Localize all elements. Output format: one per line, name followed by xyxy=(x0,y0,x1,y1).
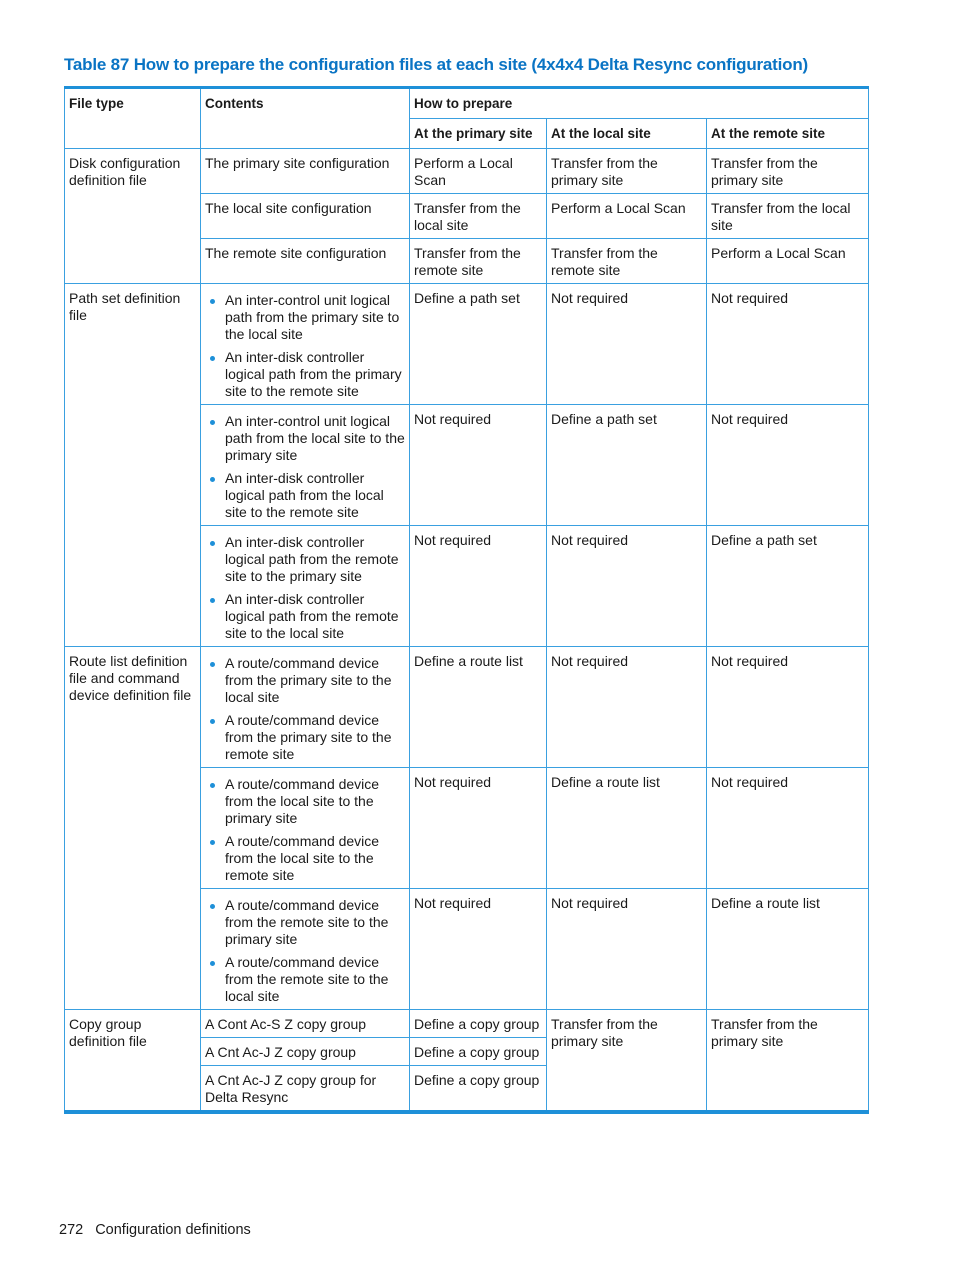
remote-cell: Define a route list xyxy=(707,889,869,1010)
primary-cell: Perform a Local Scan xyxy=(410,149,547,194)
bullet-text: A route/command device from the local site to the primary site xyxy=(225,776,380,826)
bullet-list xyxy=(205,292,405,400)
local-cell: Define a path set xyxy=(547,405,707,526)
primary-cell: Define a route list xyxy=(410,647,547,768)
contents-cell: The remote site configuration xyxy=(201,239,410,284)
primary-cell: Transfer from the remote site xyxy=(410,239,547,284)
remote-cell: Transfer from the primary site xyxy=(707,1010,869,1113)
contents-cell xyxy=(201,284,410,405)
local-cell: Transfer from the primary site xyxy=(547,149,707,194)
bullet-icon xyxy=(210,356,215,361)
bullet-icon xyxy=(210,299,215,304)
section-title: Configuration definitions xyxy=(95,1222,251,1238)
list-item xyxy=(205,413,405,464)
bullet-list xyxy=(205,534,405,642)
remote-cell: Transfer from the primary site xyxy=(707,149,869,194)
primary-cell: Not required xyxy=(410,889,547,1010)
bullet-list xyxy=(205,655,405,763)
list-item xyxy=(205,470,405,521)
list-item xyxy=(205,776,405,827)
remote-cell: Define a path set xyxy=(707,526,869,647)
local-cell: Not required xyxy=(547,647,707,768)
table-row xyxy=(65,1010,869,1038)
primary-cell: Not required xyxy=(410,526,547,647)
list-item xyxy=(205,655,405,706)
contents-cell: A Cont Ac-S Z copy group xyxy=(201,1010,410,1038)
primary-cell: Define a copy group xyxy=(410,1066,547,1113)
table-row xyxy=(65,647,869,768)
local-cell: Define a route list xyxy=(547,768,707,889)
contents-cell: A Cnt Ac-J Z copy group for Delta Resync xyxy=(201,1066,410,1113)
remote-cell: Not required xyxy=(707,284,869,405)
bullet-text: An inter-control unit logical path from the local site to the primary site xyxy=(225,413,405,463)
bullet-list xyxy=(205,897,405,1005)
contents-cell xyxy=(201,889,410,1010)
list-item xyxy=(205,954,405,1005)
bullet-text: A route/command device from the remote site to the local site xyxy=(225,954,389,1004)
primary-cell: Not required xyxy=(410,768,547,889)
table-caption: Table 87 How to prepare the configuration files at each site (4x4x4 Delta Resync configuration) xyxy=(64,55,808,74)
primary-cell: Transfer from the local site xyxy=(410,194,547,239)
bullet-icon xyxy=(210,477,215,482)
bullet-icon xyxy=(210,541,215,546)
bullet-text: An inter-disk controller logical path from the remote site to the local site xyxy=(225,591,399,641)
list-item xyxy=(205,712,405,763)
bullet-icon xyxy=(210,961,215,966)
contents-cell xyxy=(201,768,410,889)
page-footer xyxy=(59,1222,251,1238)
config-preparation-table xyxy=(64,86,869,1114)
contents-cell xyxy=(201,647,410,768)
local-cell: Not required xyxy=(547,889,707,1010)
primary-cell: Define a copy group xyxy=(410,1010,547,1038)
bullet-icon xyxy=(210,598,215,603)
table-row xyxy=(65,284,869,405)
file-type-cell: Path set definition file xyxy=(65,284,201,647)
file-type-cell: Route list definition file and command device definition file xyxy=(65,647,201,1010)
list-item xyxy=(205,292,405,343)
local-cell: Perform a Local Scan xyxy=(547,194,707,239)
bullet-text: An inter-disk controller logical path from the local site to the remote site xyxy=(225,470,384,520)
list-item xyxy=(205,534,405,585)
header-primary-site: At the primary site xyxy=(410,119,547,149)
bullet-text: A route/command device from the primary site to the remote site xyxy=(225,712,392,762)
list-item xyxy=(205,833,405,884)
header-file-type: File type xyxy=(65,88,201,149)
primary-cell: Not required xyxy=(410,405,547,526)
bullet-text: A route/command device from the primary site to the local site xyxy=(225,655,392,705)
remote-cell: Not required xyxy=(707,405,869,526)
header-remote-site: At the remote site xyxy=(707,119,869,149)
contents-cell xyxy=(201,405,410,526)
primary-cell: Define a path set xyxy=(410,284,547,405)
header-how-to-prepare: How to prepare xyxy=(410,88,869,119)
bullet-icon xyxy=(210,662,215,667)
contents-cell: The primary site configuration xyxy=(201,149,410,194)
bullet-icon xyxy=(210,904,215,909)
bullet-icon xyxy=(210,840,215,845)
file-type-cell: Copy group definition file xyxy=(65,1010,201,1113)
list-item xyxy=(205,897,405,948)
local-cell: Not required xyxy=(547,526,707,647)
bullet-icon xyxy=(210,719,215,724)
remote-cell: Not required xyxy=(707,768,869,889)
bullet-list xyxy=(205,413,405,521)
contents-cell xyxy=(201,526,410,647)
bullet-list xyxy=(205,776,405,884)
bullet-text: An inter-disk controller logical path from the remote site to the primary site xyxy=(225,534,399,584)
local-cell: Not required xyxy=(547,284,707,405)
header-local-site: At the local site xyxy=(547,119,707,149)
local-cell: Transfer from the primary site xyxy=(547,1010,707,1113)
file-type-cell: Disk configuration definition file xyxy=(65,149,201,284)
bullet-text: A route/command device from the local site to the remote site xyxy=(225,833,380,883)
bullet-text: An inter-disk controller logical path from the primary site to the remote site xyxy=(225,349,402,399)
local-cell: Transfer from the remote site xyxy=(547,239,707,284)
list-item xyxy=(205,349,405,400)
list-item xyxy=(205,591,405,642)
primary-cell: Define a copy group xyxy=(410,1038,547,1066)
remote-cell: Transfer from the local site xyxy=(707,194,869,239)
remote-cell: Not required xyxy=(707,647,869,768)
contents-cell: The local site configuration xyxy=(201,194,410,239)
page-number: 272 xyxy=(59,1222,84,1238)
bullet-icon xyxy=(210,783,215,788)
header-contents: Contents xyxy=(201,88,410,149)
bullet-icon xyxy=(210,420,215,425)
bullet-text: A route/command device from the remote site to the primary site xyxy=(225,897,389,947)
contents-cell: A Cnt Ac-J Z copy group xyxy=(201,1038,410,1066)
remote-cell: Perform a Local Scan xyxy=(707,239,869,284)
table-row xyxy=(65,149,869,194)
bullet-text: An inter-control unit logical path from the primary site to the local site xyxy=(225,292,400,342)
